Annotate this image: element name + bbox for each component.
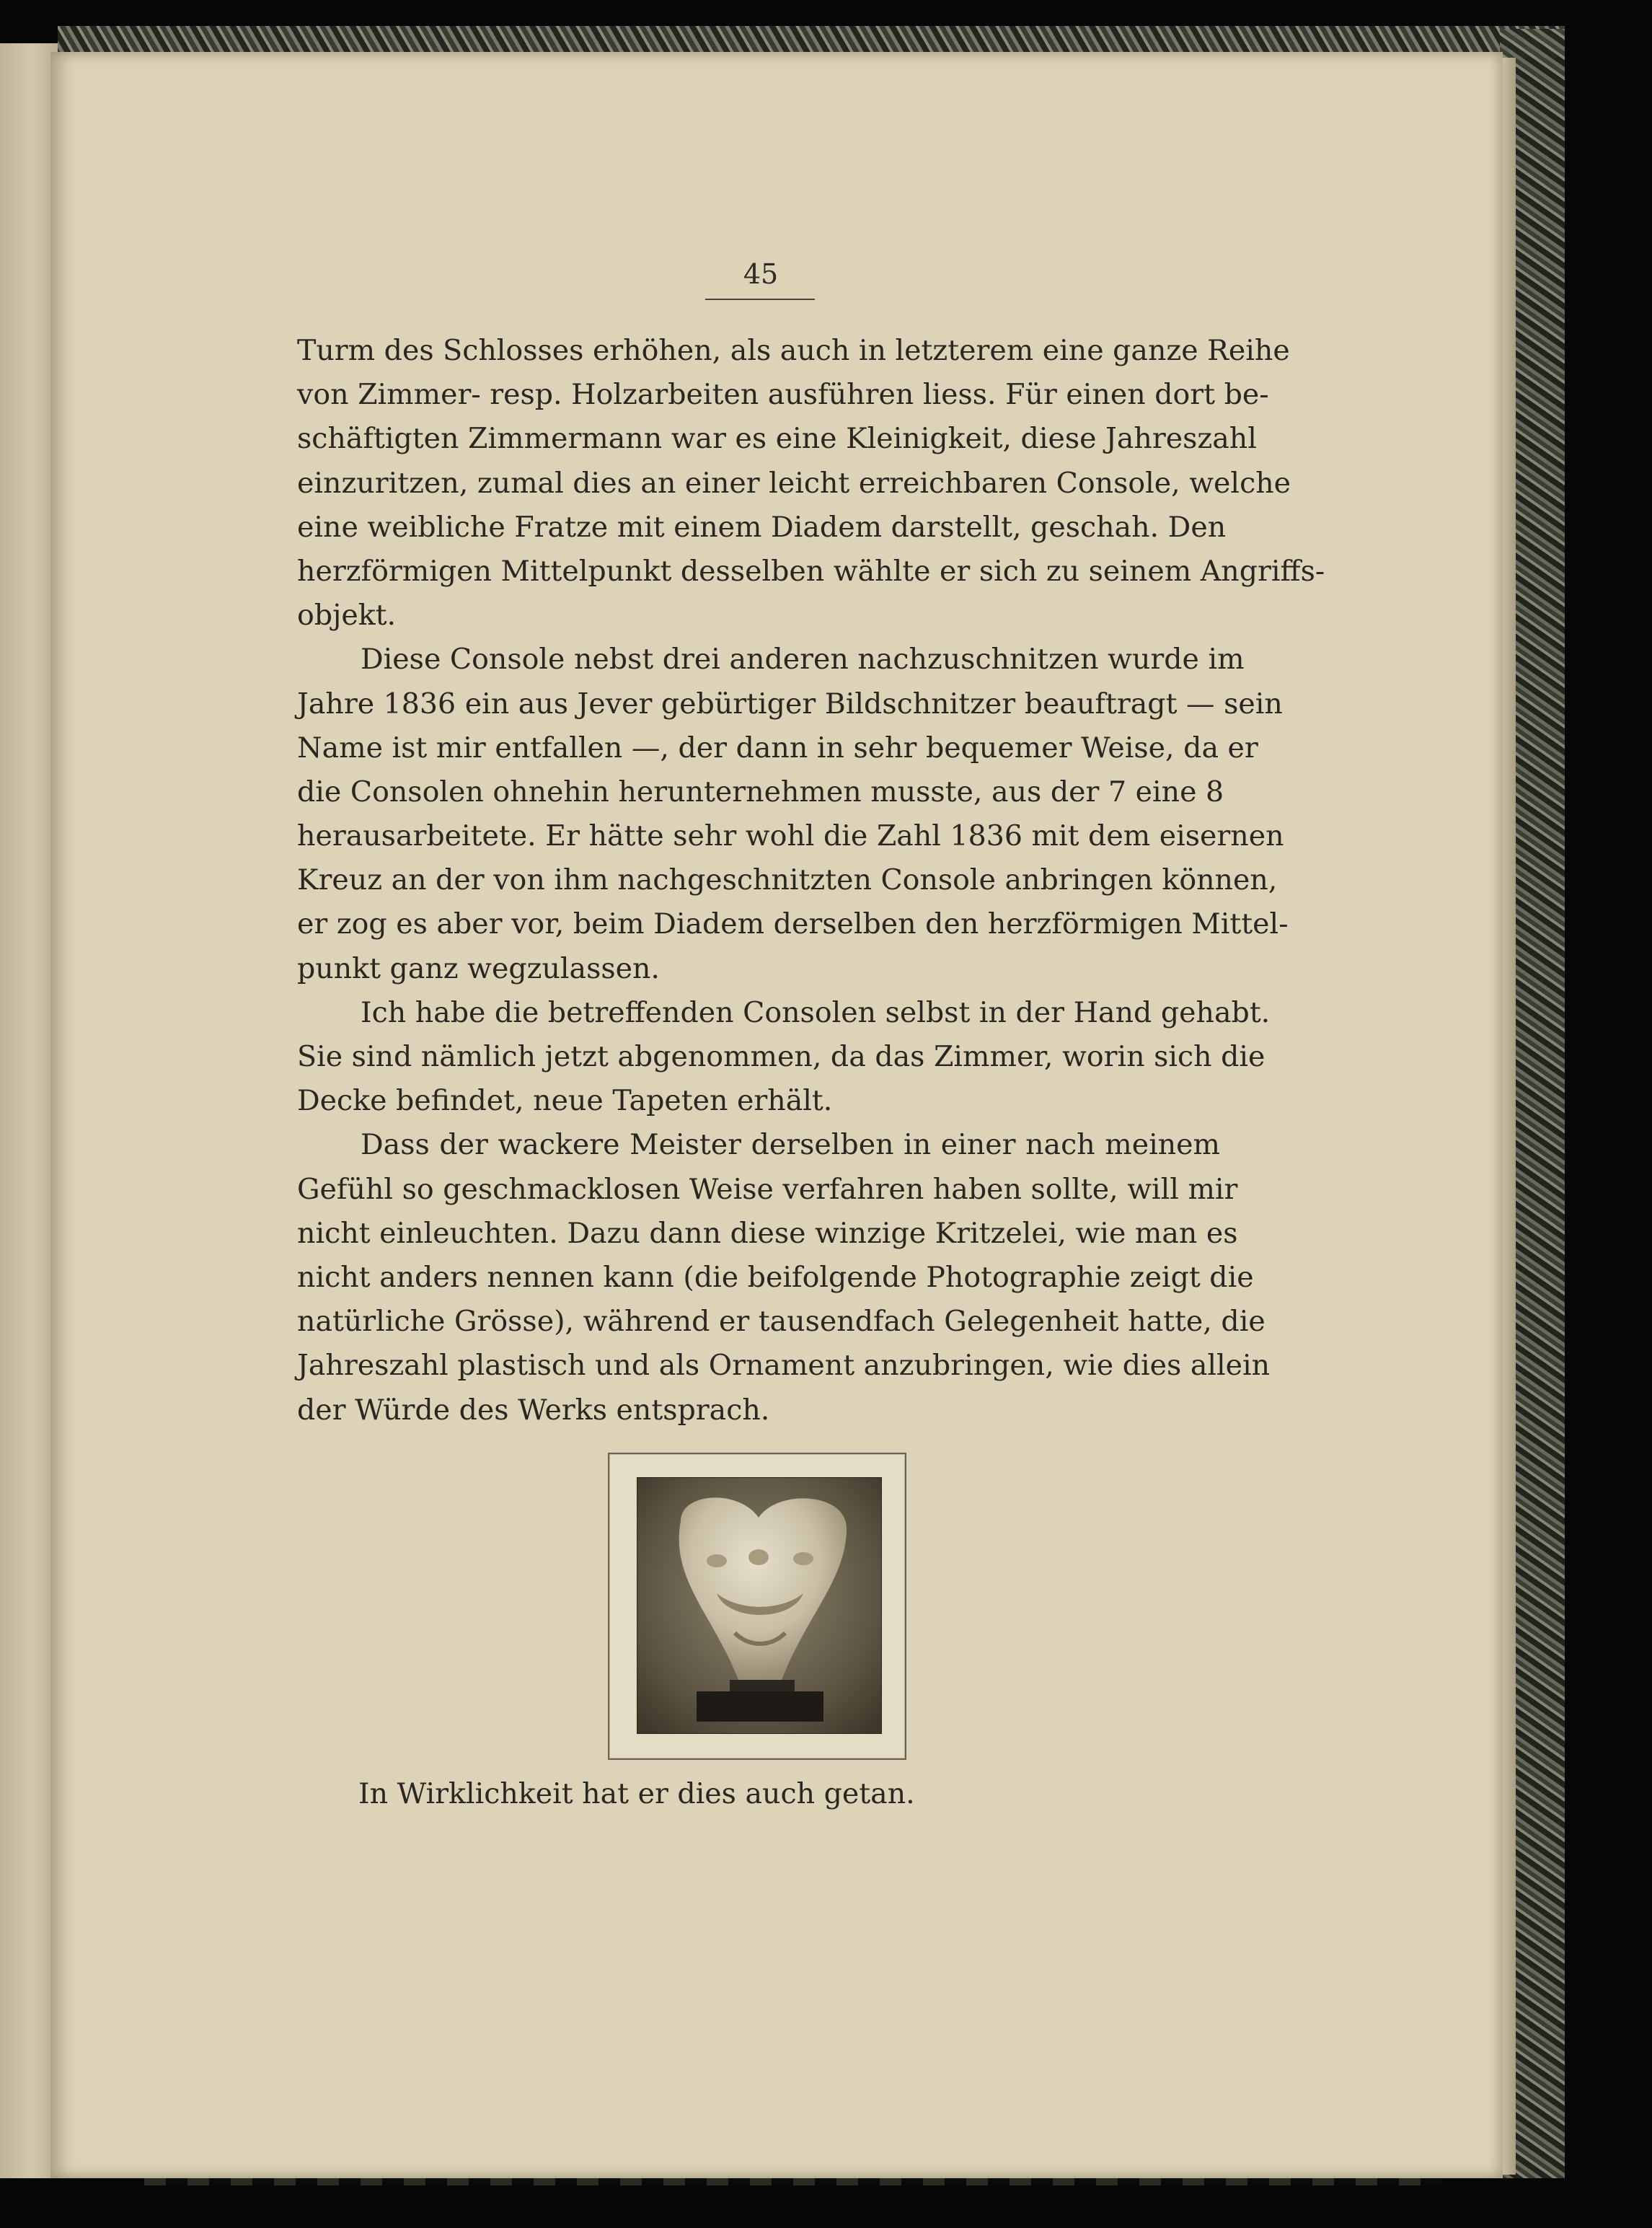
text-line: Name ist mir entfallen —, der dann in sehr bequemer Weise, da er: [297, 731, 1258, 765]
text-line: schäftigten Zimmermann war es eine Kleinigkeit, diese Jahreszahl: [297, 422, 1257, 456]
text-line: nicht anders nennen kann (die beifolgende Photographie zeigt die: [297, 1260, 1254, 1294]
carved-heart-console-image: [637, 1478, 881, 1733]
text-line: Kreuz an der von ihm nachgeschnitzten Console anbringen können,: [297, 863, 1278, 897]
text-line: Diese Console nebst drei anderen nachzuschnitzen wurde im: [361, 643, 1245, 677]
text-line: Decke befindet, neue Tapeten erhält.: [297, 1084, 833, 1118]
page-stack-edge: [1503, 58, 1516, 2175]
text-line: Sie sind nämlich jetzt abgenommen, da das Zimmer, worin sich die: [297, 1040, 1265, 1073]
console-photograph: [637, 1477, 882, 1734]
previous-page-edge: [0, 43, 58, 2178]
text-line: Dass der wackere Meister derselben in einer nach meinem: [361, 1128, 1220, 1162]
text-line: er zog es aber vor, beim Diadem derselben den herzförmigen Mittel-: [297, 907, 1289, 941]
text-line: Turm des Schlosses erhöhen, als auch in letzterem eine ganze Reihe: [297, 334, 1290, 367]
body-text: [297, 329, 1325, 1432]
text-line: Gefühl so geschmacklosen Weise verfahren haben sollte, will mir: [297, 1172, 1238, 1206]
page-number: 45: [743, 258, 779, 290]
text-line: nicht einleuchten. Dazu dann diese winzige Kritzelei, wie man es: [297, 1216, 1238, 1250]
text-line: die Consolen ohnehin herunternehmen musste, aus der 7 eine 8: [297, 775, 1224, 809]
text-line: punkt ganz wegzulassen.: [297, 951, 660, 985]
text-line: der Würde des Werks entsprach.: [297, 1393, 770, 1427]
text-line: Jahreszahl plastisch und als Ornament anzubringen, wie dies allein: [297, 1349, 1271, 1383]
text-line: herausarbeitete. Er hätte sehr wohl die Zahl 1836 mit dem eisernen: [297, 819, 1284, 853]
photo-caption: In Wirklichkeit hat er dies auch getan.: [358, 1777, 915, 1810]
text-line: objekt.: [297, 599, 397, 633]
page-number-rule: [705, 299, 815, 300]
text-line: herzförmigen Mittelpunkt desselben wählte er sich zu seinem Angriffs-: [297, 554, 1325, 588]
text-line: einzuritzen, zumal dies an einer leicht erreichbaren Console, welche: [297, 466, 1291, 500]
text-line: eine weibliche Fratze mit einem Diadem darstellt, geschah. Den: [297, 510, 1227, 544]
text-line: natürliche Grösse), während er tausendfach Gelegenheit hatte, die: [297, 1305, 1265, 1339]
text-line: Ich habe die betreffenden Consolen selbst in der Hand gehabt.: [361, 995, 1271, 1029]
text-line: Jahre 1836 ein aus Jever gebürtiger Bildschnitzer beauftragt — sein: [297, 687, 1283, 721]
bottom-binding-edge: [144, 2178, 1442, 2185]
text-line: von Zimmer- resp. Holzarbeiten ausführen liess. Für einen dort be-: [297, 378, 1269, 412]
